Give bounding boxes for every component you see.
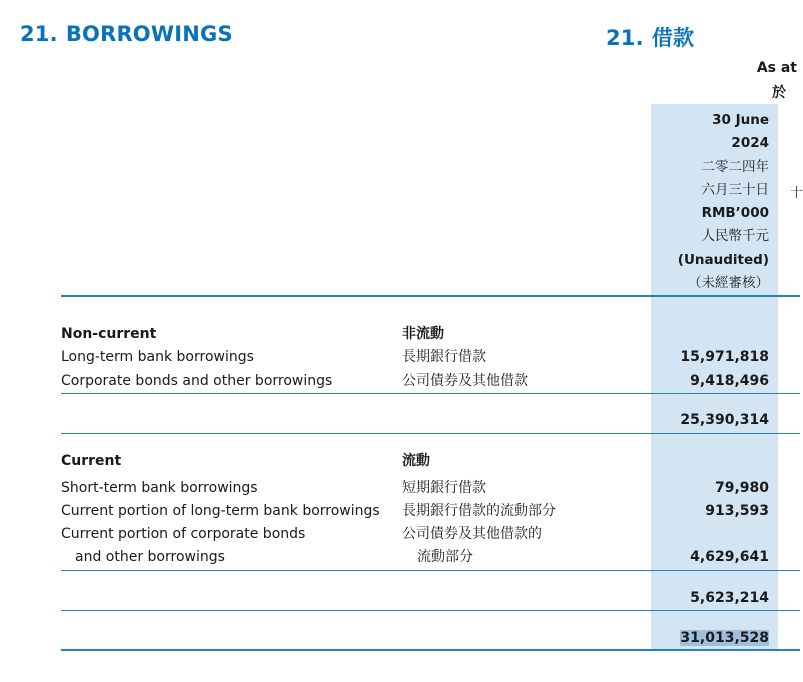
column-currency-en: RMB’000 xyxy=(701,205,769,222)
cut-off-column-glyph: 十 xyxy=(790,186,803,201)
non-current-title-zh: 非流動 xyxy=(402,326,444,342)
row-label-zh: 短期銀行借款 xyxy=(402,480,486,496)
row-value: 913,593 xyxy=(705,503,769,519)
column-currency-zh: 人民幣千元 xyxy=(701,228,769,245)
section-heading-en xyxy=(20,22,233,46)
row-value: 4,629,641 xyxy=(690,549,769,565)
row-value: 79,980 xyxy=(714,480,769,496)
column-date-line1: 30 June xyxy=(712,112,769,128)
section-title-en: BORROWINGS xyxy=(65,22,233,46)
row-value: 15,971,818 xyxy=(680,349,769,365)
row-label-en: Short-term bank borrowings xyxy=(61,480,258,496)
subtotal-divider xyxy=(61,393,800,394)
total-divider xyxy=(61,610,800,611)
row-label-en: Current portion of long-term bank borrowings xyxy=(61,503,380,519)
column-header xyxy=(651,109,769,295)
row-label-en-continued: and other borrowings xyxy=(75,549,225,565)
current-title-en: Current xyxy=(61,453,122,469)
column-date-zh-line2: 六月三十日 xyxy=(701,181,769,198)
non-current-subtotal: 25,390,314 xyxy=(680,412,769,428)
row-label-en: Current portion of corporate bonds xyxy=(61,526,306,542)
row-value: 9,418,496 xyxy=(690,373,769,389)
section-divider xyxy=(61,433,800,434)
header-divider xyxy=(61,295,800,297)
subtotal-divider xyxy=(61,570,800,571)
row-label-zh: 長期銀行借款的流動部分 xyxy=(402,503,556,519)
section-heading-zh xyxy=(606,22,694,52)
row-label-zh: 長期銀行借款 xyxy=(402,349,486,365)
column-date-zh-line1: 二零二四年 xyxy=(701,158,769,175)
current-subtotal: 5,623,214 xyxy=(690,590,769,606)
current-title-zh: 流動 xyxy=(402,453,430,469)
grand-total xyxy=(651,629,769,647)
section-title-zh: 借款 xyxy=(651,26,695,50)
column-status-zh: （未經審核） xyxy=(688,275,769,292)
grand-total-value: 31,013,528 xyxy=(680,630,769,646)
section-number-zh: 21. xyxy=(606,26,644,50)
column-status-en: (Unaudited) xyxy=(677,251,769,268)
as-at-label-en: As at xyxy=(756,60,797,76)
row-label-zh-continued: 流動部分 xyxy=(417,549,473,565)
bottom-rule xyxy=(61,649,800,651)
section-number-en: 21. xyxy=(20,22,58,46)
column-date-line2: 2024 xyxy=(731,135,769,152)
row-label-zh: 公司債券及其他借款 xyxy=(402,373,528,389)
row-label-zh: 公司債券及其他借款的 xyxy=(402,526,542,542)
as-at-label-zh: 於 xyxy=(772,85,786,101)
row-label-en: Long-term bank borrowings xyxy=(61,349,254,365)
non-current-title-en: Non-current xyxy=(61,326,157,342)
row-label-en: Corporate bonds and other borrowings xyxy=(61,373,333,389)
